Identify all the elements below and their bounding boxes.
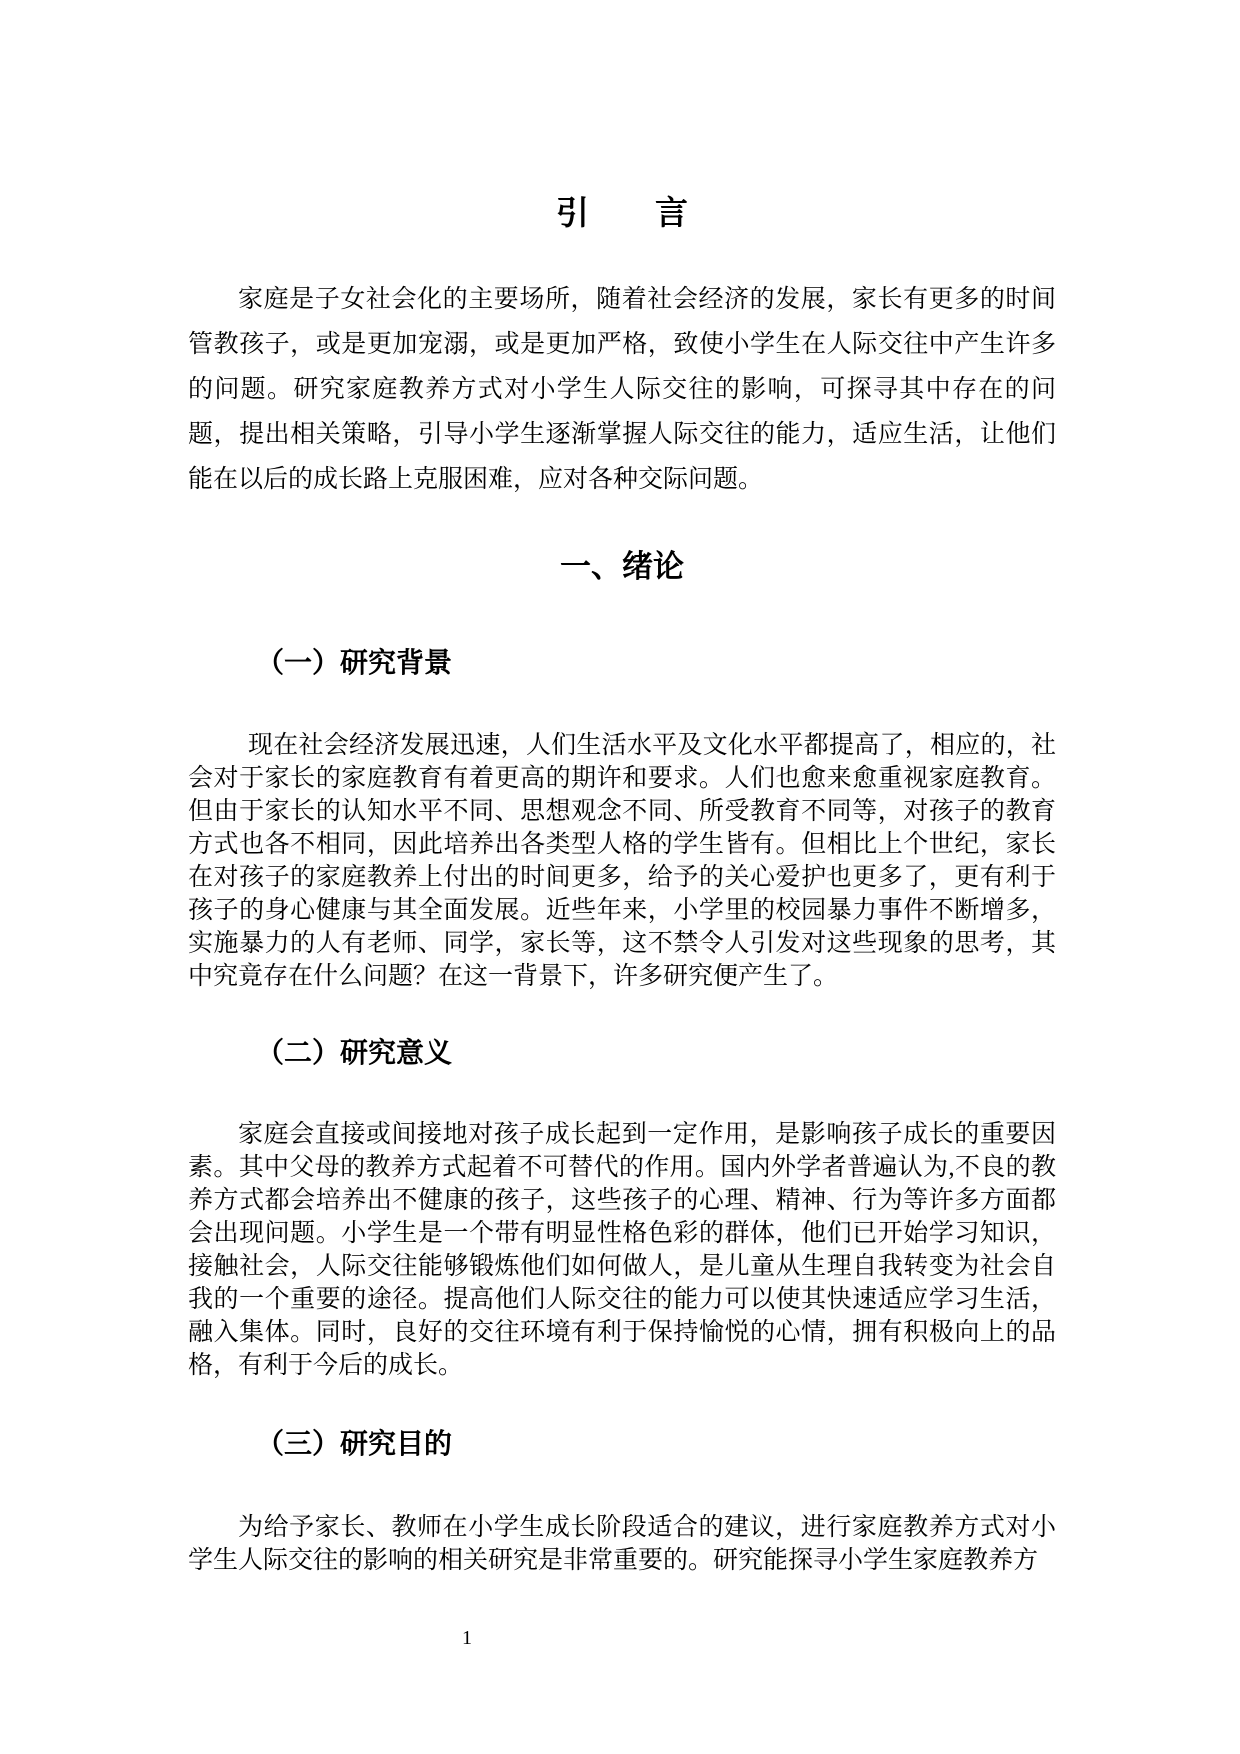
section-body-research-background: 现在社会经济发展迅速，人们生活水平及文化水平都提高了，相应的，社会对于家长的家庭教育有着更高的期许和要求。人们也愈来愈重视家庭教育。但由于家长的认知水平不同、思想观念不同、所受教育不同等，对孩子的教育方式也各不相同，因此培养出各类型人格的学生皆有。但相比上个世纪，家长在对孩子的家庭教养上付出的时间更多，给予的关心爱护也更多了，更有利于孩子的身心健康与其全面发展。近些年来，小学里的校园暴力事件不断增多，实施暴力的人有老师、同学，家长等，这不禁令人引发对这些现象的思考，其中究竟存在什么问题？在这一背景下，许多研究便产生了。: [188, 732, 1056, 990]
section-heading-research-background: （一）研究背景: [256, 646, 453, 679]
section-body-research-significance: 家庭会直接或间接地对孩子成长起到一定作用，是影响孩子成长的重要因素。其中父母的教养方式起着不可替代的作用。国内外学者普遍认为,不良的教养方式都会培养出不健康的孩子，这些孩子的心理、精神、行为等许多方面都会出现问题。小学生是一个带有明显性格色彩的群体，他们已开始学习知识，接触社会，人际交往能够锻炼他们如何做人，是儿童从生理自我转变为社会自我的一个重要的途径。提高他们人际交往的能力可以使其快速适应学习生活，融入集体。同时，良好的交往环境有利于保持愉悦的心情，拥有积极向上的品格，有利于今后的成长。: [188, 1121, 1056, 1379]
page-number: 1: [462, 1627, 472, 1649]
intro-paragraph: 家庭是子女社会化的主要场所，随着社会经济的发展，家长有更多的时间管教孩子，或是更加宠溺，或是更加严格，致使小学生在人际交往中产生许多的问题。研究家庭教养方式对小学生人际交往的影响，可探寻其中存在的问题，提出相关策略，引导小学生逐渐掌握人际交往的能力，适应生活，让他们能在以后的成长路上克服困难，应对各种交际问题。: [188, 286, 1056, 493]
section-heading-research-significance: （二）研究意义: [256, 1036, 453, 1069]
section-body-research-purpose: 为给予家长、教师在小学生成长阶段适合的建议，进行家庭教养方式对小学生人际交往的影响的相关研究是非常重要的。研究能探寻小学生家庭教养方: [188, 1514, 1056, 1574]
document-title: 引 言: [556, 193, 688, 232]
section-heading-research-purpose: （三）研究目的: [256, 1427, 453, 1460]
chapter-heading: 一、绪论: [560, 549, 684, 585]
